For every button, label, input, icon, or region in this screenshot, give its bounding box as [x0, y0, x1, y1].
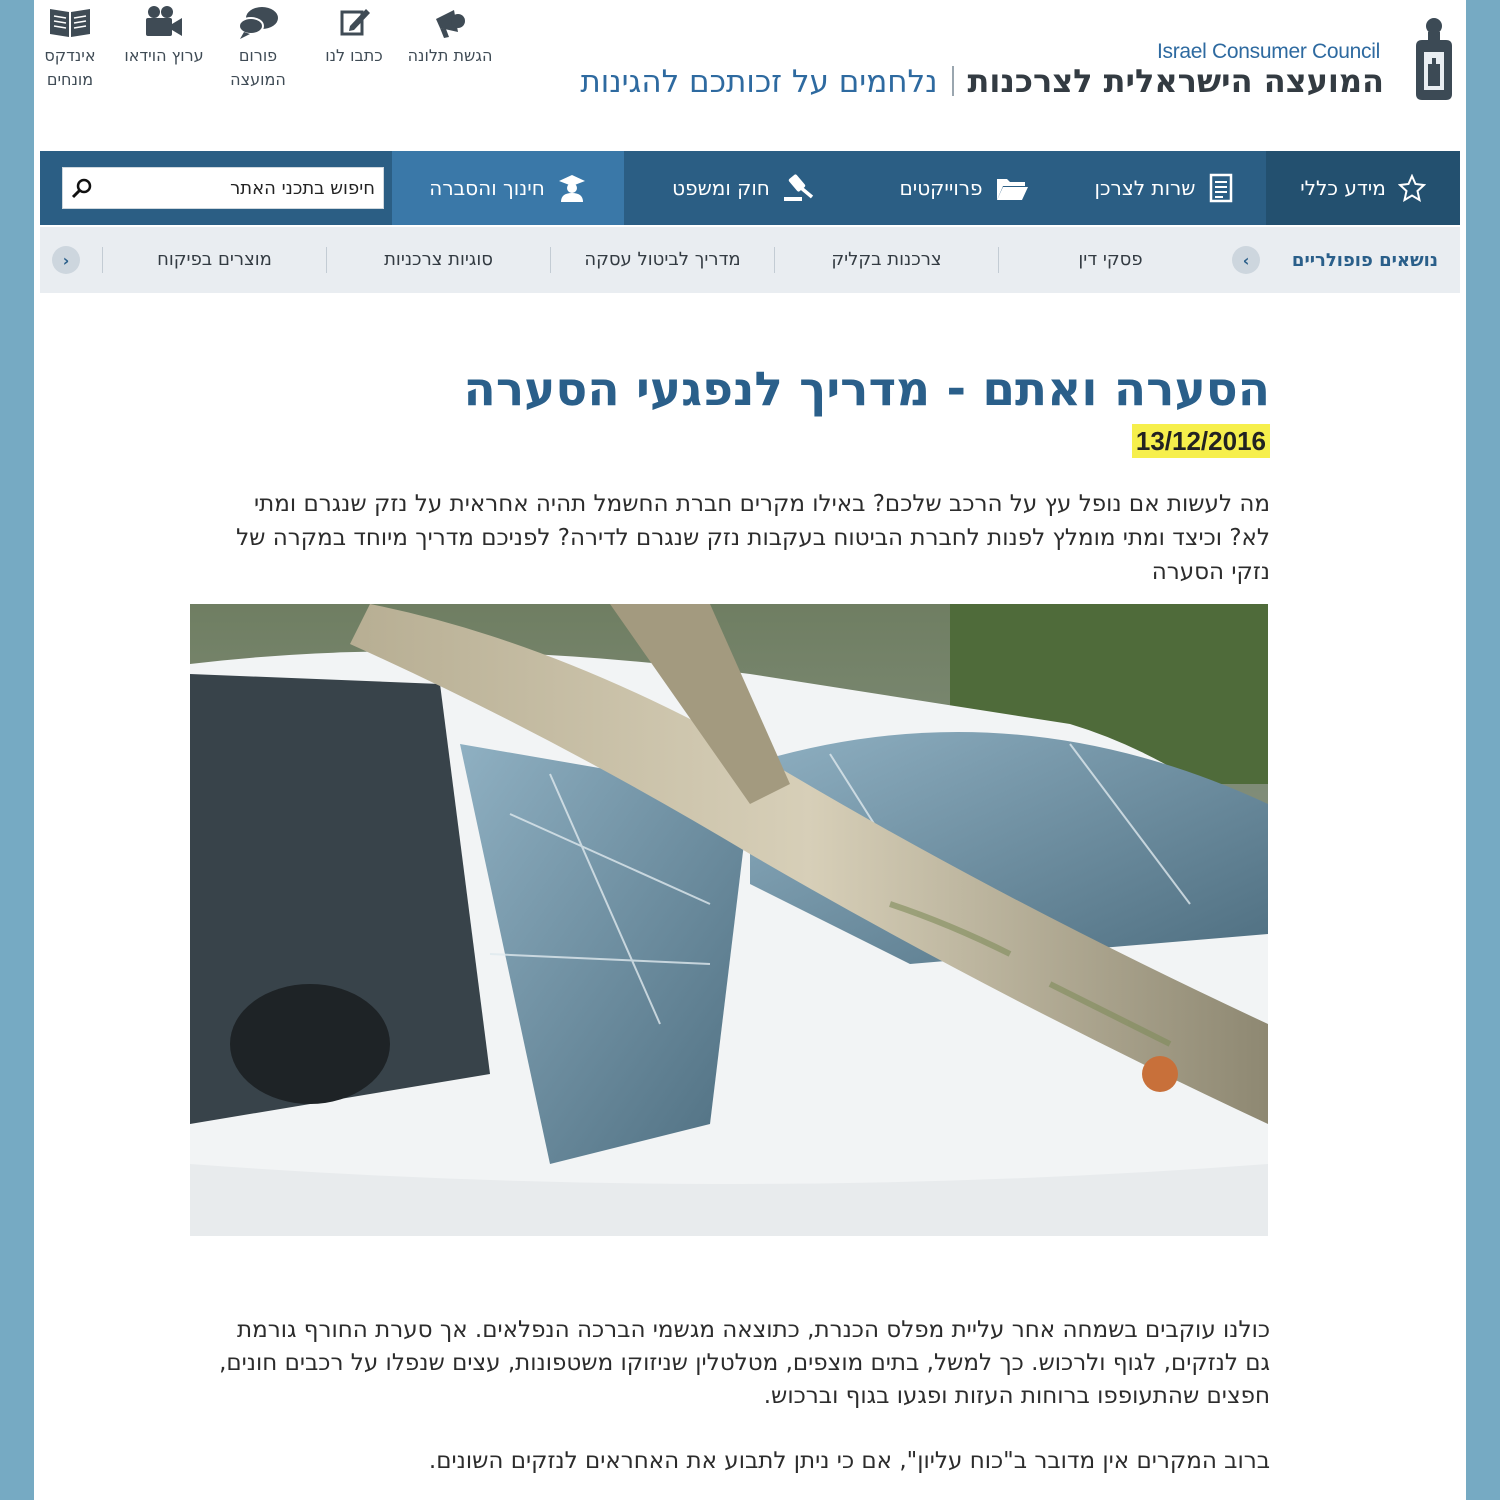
student-icon: [557, 173, 587, 203]
nav-general-info[interactable]: מידע כללי: [1266, 151, 1460, 225]
complaint-link[interactable]: הגשת תלונה: [402, 4, 498, 68]
article-date: 13/12/2016: [1132, 424, 1270, 458]
video-camera-icon: [143, 4, 185, 40]
utility-links: [34, 4, 494, 114]
chevron-left-icon: ‹: [62, 250, 70, 270]
brand-tagline: נלחמים על זכותכם להגינות: [580, 64, 938, 100]
brand-english: Israel Consumer Council: [1156, 40, 1380, 63]
popular-link[interactable]: פסקי דין: [998, 247, 1222, 273]
forum-link[interactable]: פורום המועצה: [210, 4, 306, 92]
chat-bubbles-icon: [236, 4, 280, 40]
search-box: [62, 167, 384, 209]
nav-education[interactable]: חינוך והסברה: [392, 151, 624, 225]
popular-topics-bar: [40, 227, 1460, 293]
book-icon: [47, 4, 93, 40]
folder-icon: [995, 174, 1029, 202]
brand-divider: [952, 66, 954, 96]
document-icon: [1207, 173, 1235, 203]
article-paragraph: כולנו עוקבים בשמחה אחר עליית מפלס הכנרת, כתוצאה מגשמי הברכה הנפלאים. אך סערת החורף גורמת גם לנזקים, לגוף ולרכוש. כך למשל, בתים מוצפים, מטלטלין שניזוקו משטפונות, עצים שנפלו על רכבים חונים, חפצים שהתעופפו ברוחות העזות ופגעו בגוף וברכוש.: [219, 1317, 1270, 1409]
popular-prev-button[interactable]: [52, 246, 80, 274]
video-channel-link[interactable]: ערוץ הוידאו: [116, 4, 212, 68]
article-paragraph: ברוב המקרים אין מדובר ב"כוח עליון", אם כי ניתן לתבוע את האחראים לנזקים השונים.: [428, 1448, 1270, 1474]
popular-next-button[interactable]: [1232, 246, 1260, 274]
popular-link[interactable]: מדריך לביטול עסקה: [550, 247, 774, 273]
brand-hebrew: המועצה הישראלית לצרכנות: [967, 62, 1384, 100]
star-icon: [1398, 174, 1426, 202]
chevron-right-icon: ›: [1242, 250, 1250, 270]
brand-row: [580, 62, 1384, 100]
popular-link[interactable]: סוגיות צרכניות: [326, 247, 550, 273]
nav-projects[interactable]: פרוייקטים: [864, 151, 1064, 225]
page: [34, 0, 1466, 1500]
index-link[interactable]: אינדקס מונחים: [34, 4, 118, 92]
megaphone-icon: [430, 4, 470, 40]
search-area: [40, 151, 392, 225]
council-logo[interactable]: [1408, 16, 1460, 106]
nav-consumer-service[interactable]: שרות לצרכן: [1064, 151, 1266, 225]
nav-law[interactable]: חוק ומשפט: [624, 151, 864, 225]
popular-topics-title: נושאים פופולריים: [1291, 249, 1438, 271]
contact-link[interactable]: כתבו לנו: [306, 4, 402, 68]
gavel-icon: [782, 173, 816, 203]
main-nav: [40, 151, 1460, 225]
article-photo-tree-on-car: [190, 604, 1268, 1236]
search-icon[interactable]: [71, 177, 93, 199]
edit-icon: [336, 4, 372, 40]
article-lead: מה לעשות אם נופל עץ על הרכב שלכם? באילו מקרים חברת החשמל תהיה אחראית על נזק שנגרם ומתי לא? וכיצד ומתי מומלץ לפנות לחברת הביטוח בעקבות נזק שנגרם לדירה? לפניכם מדריך מיוחד במקרה של נזקי הסערה: [236, 491, 1270, 585]
popular-link[interactable]: צרכנות בקליק: [774, 247, 998, 273]
search-input[interactable]: [105, 178, 375, 199]
article-title: הסערה ואתם - מדריך לנפגעי הסערה: [463, 362, 1270, 417]
popular-link[interactable]: מוצרים בפיקוח: [102, 247, 326, 273]
